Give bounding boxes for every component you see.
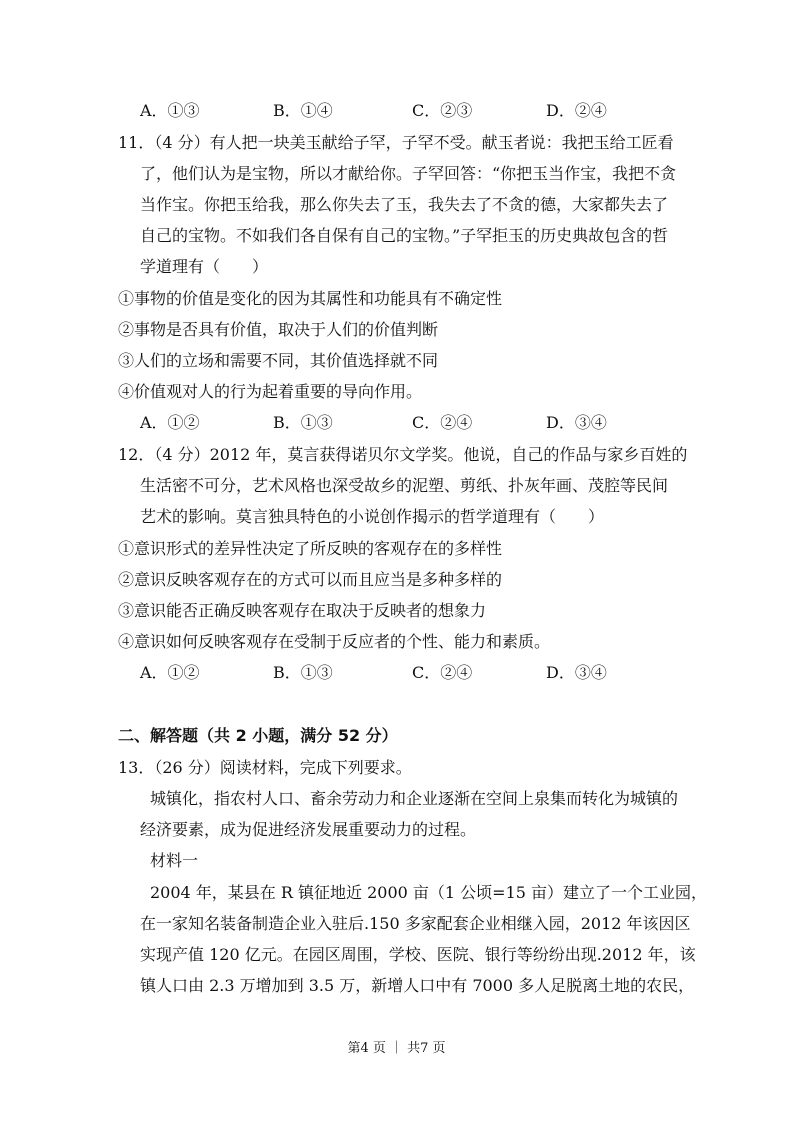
q11-text-line: 自己的宝物。不如我们各自保有自己的宝物。”子罕拒玉的历史典故包含的哲 [140, 226, 669, 245]
q13-material-line: 实现产值 120 亿元。在园区周围，学校、医院、银行等纷纷出现.2012 年，该 [140, 945, 696, 964]
q13-material-line: 在一家知名装备制造企业入驻后.150 多家配套企业相继入园，2012 年该因区 [140, 914, 691, 933]
q11-statement-4: ④价值观对人的行为起着重要的导向作用。 [118, 382, 423, 401]
q11-option-d: D．③④ [546, 413, 607, 432]
q11-option-b: B．①③ [273, 413, 333, 432]
q11-options [0, 413, 793, 433]
q12-statement-2: ②意识反映客观存在的方式可以而且应当是多种多样的 [118, 570, 503, 589]
q12-text-line: 12．（4 分）2012 年，莫言获得诺贝尔文学奖。他说，自己的作品与家乡百姓的 [118, 445, 688, 464]
q11-statement-1: ①事物的价值是变化的因为其属性和功能具有不确定性 [118, 289, 503, 308]
q13-intro-line: 经济要素，成为促进经济发展重要动力的过程。 [140, 820, 477, 839]
q12-text-line: 艺术的影响。莫言独具特色的小说创作揭示的哲学道理有（ ） [140, 507, 605, 526]
q10-option-c: C．②③ [412, 101, 473, 120]
q12-statement-1: ①意识形式的差异性决定了所反映的客观存在的多样性 [118, 539, 503, 558]
q12-text-line: 生活密不可分，艺术风格也深受故乡的泥塑、剪纸、扑灰年画、茂腔等民间 [140, 476, 669, 495]
q11-text-line: 了，他们认为是宝物，所以才献给你。子罕回答：“你把玉当作宝，我把不贪 [140, 164, 677, 183]
section-heading: 二、解答题（共 2 小题，满分 52 分） [118, 726, 398, 745]
q13-material-line: 2004 年，某县在 R 镇征地近 2000 亩（1 公顷=15 亩）建立了一个工业园， [150, 883, 708, 902]
q13-intro-line: 城镇化，指农村人口、畜余劳动力和企业逐渐在空间上泉集而转化为城镇的 [150, 789, 679, 808]
q10-option-a: A．①③ [140, 101, 200, 120]
q11-statement-3: ③人们的立场和需要不同，其价值选择就不同 [118, 351, 439, 370]
q11-text-line: 当作宝。你把玉给我，那么你失去了玉，我失去了不贪的德，大家都失去了 [140, 195, 669, 214]
q11-text-line: 学道理有（ ） [140, 257, 269, 276]
q11-option-a: A．①② [140, 413, 200, 432]
q11-text-line: 11．（4 分）有人把一块美玉献给子罕，子罕不受。献玉者说：我把玉给工匠看 [118, 133, 674, 152]
q12-option-a: A．①② [140, 663, 200, 682]
q10-options [0, 101, 793, 121]
q13-header: 13．（26 分）阅读材料，完成下列要求。 [118, 758, 412, 777]
q12-statement-4: ④意识如何反映客观存在受制于反应者的个性、能力和素质。 [118, 632, 551, 651]
q10-option-b: B．①④ [273, 101, 333, 120]
q11-statement-2: ②事物是否具有价值，取决于人们的价值判断 [118, 320, 439, 339]
q10-option-d: D．②④ [546, 101, 607, 120]
q12-options [0, 663, 793, 683]
q13-material-line: 镇人口由 2.3 万增加到 3.5 万，新增人口中有 7000 多人足脱离土地的农民， [140, 976, 695, 995]
q12-statement-3: ③意识能否正确反映客观存在取决于反映者的想象力 [118, 601, 487, 620]
q12-option-d: D．③④ [546, 663, 607, 682]
q13-material-label: 材料一 [150, 851, 199, 870]
q12-option-b: B．①③ [273, 663, 333, 682]
q11-option-c: C．②④ [412, 413, 473, 432]
q12-option-c: C．②④ [412, 663, 473, 682]
page-footer: 第4 页 ｜ 共7 页 [347, 1041, 446, 1056]
